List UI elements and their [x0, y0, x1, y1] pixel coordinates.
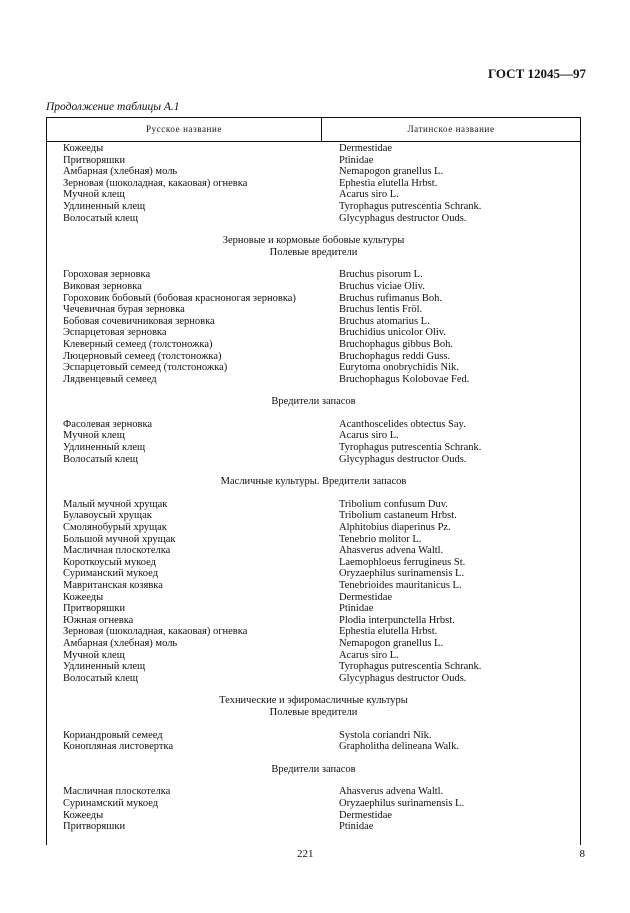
russian-name-cell: Эспарцетовая зерновка [63, 327, 167, 339]
latin-name-cell: Bruchidius unicolor Oliv. [339, 327, 446, 339]
latin-name-cell: Bruchus pisorum L. [339, 269, 423, 281]
page-number: 221 [297, 848, 314, 860]
latin-name-cell: Ptinidae [339, 154, 374, 166]
table-row [47, 626, 580, 638]
latin-name-cell: Dermestidae [339, 143, 393, 154]
table-header-row [47, 118, 580, 142]
table-row [47, 442, 580, 454]
russian-name-cell: Большой мучной хрущак [63, 533, 176, 545]
table-row [47, 327, 580, 339]
russian-name-cell: Кориандровый семеед [63, 729, 163, 741]
table-row [47, 510, 580, 522]
table-row [47, 374, 580, 386]
latin-name-cell: Alphitobius diaperinus Pz. [339, 522, 451, 534]
table-row [47, 351, 580, 363]
russian-name-cell: Смолянобурый хрущак [63, 522, 167, 534]
latin-name-cell: Tyrophagus putrescentia Schrank. [339, 200, 482, 212]
table-row [47, 189, 580, 201]
column-divider [321, 118, 322, 141]
latin-name-cell: Dermestidae [339, 591, 393, 603]
latin-name-cell: Bruchophagus gibbus Boh. [339, 338, 454, 350]
table-row [47, 730, 580, 742]
section-heading: Вредители запасов [271, 396, 356, 408]
russian-name-cell: Притворяшки [63, 154, 126, 166]
russian-name-cell: Кожееды [63, 143, 104, 154]
table-row [47, 741, 580, 753]
table-row [47, 178, 580, 190]
table-row [47, 281, 580, 293]
table-row [47, 568, 580, 580]
table-row [47, 615, 580, 627]
russian-name-cell: Волосатый клещ [63, 212, 139, 224]
latin-name-cell: Acanthoscelides obtectus Say. [339, 418, 466, 430]
latin-name-cell: Plodia interpunctella Hrbst. [339, 614, 455, 626]
russian-name-cell: Волосатый клещ [63, 672, 139, 684]
latin-name-cell: Acarus siro L. [339, 189, 399, 201]
latin-name-cell: Systola coriandri Nik. [339, 729, 432, 741]
latin-name-cell: Nemapogon granellus L. [339, 166, 444, 178]
latin-name-cell: Dermestidae [339, 809, 393, 821]
russian-name-cell: Удлиненный клещ [63, 442, 146, 454]
russian-name-cell: Фасолевая зерновка [63, 418, 153, 430]
latin-name-cell: Bruchophagus reddi Guss. [339, 350, 451, 362]
latin-name-cell: Glycyphagus destructor Ouds. [339, 212, 467, 224]
column-header-latin: Латинское название [407, 124, 495, 134]
table-row [47, 661, 580, 673]
table-row [47, 269, 580, 281]
latin-name-cell: Glycyphagus destructor Ouds. [339, 672, 467, 684]
table-row [47, 213, 580, 225]
section-heading: Масличные культуры. Вредители запасов [220, 476, 407, 488]
latin-name-cell: Bruchophagus Kolobovae Fed. [339, 373, 470, 385]
table-row [47, 592, 580, 604]
table-caption: Продолжение таблицы А.1 [46, 101, 180, 113]
table-row [47, 155, 580, 167]
russian-name-cell: Удлиненный клещ [63, 661, 146, 673]
species-table [46, 117, 581, 845]
table-row [47, 362, 580, 374]
russian-name-cell: Эспарцетовый семеед (толстоножка) [63, 362, 228, 374]
russian-name-cell: Короткоусый мукоед [63, 556, 157, 568]
section-heading: Полевые вредители [269, 246, 358, 258]
russian-name-cell: Кожееды [63, 809, 104, 821]
russian-name-cell: Суриманский мукоед [63, 568, 159, 580]
latin-name-cell: Laemophloeus ferrugineus St. [339, 556, 466, 568]
latin-name-cell: Acarus siro L. [339, 430, 399, 442]
latin-name-cell: Ephestia elutella Hrbst. [339, 626, 438, 638]
table-row [47, 499, 580, 511]
table-row [47, 534, 580, 546]
russian-name-cell: Мучной клещ [63, 649, 125, 661]
latin-name-cell: Ptinidae [339, 821, 374, 833]
latin-name-cell: Tenebrioides mauritanicus L. [339, 580, 462, 591]
table-row [47, 201, 580, 213]
russian-name-cell: Мучной клещ [63, 189, 125, 201]
table-row [47, 454, 580, 466]
latin-name-cell: Tenebrio molitor L. [339, 533, 422, 545]
latin-name-cell: Bruchus viciae Oliv. [339, 280, 425, 292]
russian-name-cell: Виковая зерновка [63, 280, 142, 292]
latin-name-cell: Ptinidae [339, 603, 374, 615]
latin-name-cell: Tribolium castaneum Hrbst. [339, 510, 457, 522]
standard-header: ГОСТ 12045—97 [487, 66, 586, 81]
table-row [47, 798, 580, 810]
section-heading: Зерновые и кормовые бобовые культуры [222, 235, 405, 247]
table-row [47, 304, 580, 316]
latin-name-cell: Acarus siro L. [339, 649, 399, 661]
latin-name-cell: Bruchus rufimanus Boh. [339, 292, 442, 304]
russian-name-cell: Гороховик бобовый (бобовая красноногая зерновка) [63, 292, 296, 304]
latin-name-cell: Grapholitha delineana Walk. [339, 741, 459, 753]
russian-name-cell: Бобовая сочевичниковая зерновка [63, 315, 215, 327]
latin-name-cell: Oryzaephilus surinamensis L. [339, 797, 465, 809]
table-row [47, 143, 580, 155]
side-number: 8 [579, 848, 585, 860]
russian-name-cell: Южная огневка [63, 614, 134, 626]
section-heading: Технические и эфиромасличные культуры [219, 695, 408, 707]
latin-name-cell: Bruchus atomarius L. [339, 315, 430, 327]
russian-name-cell: Малый мучной хрущак [63, 498, 168, 510]
russian-name-cell: Зерновая (шоколадная, какаовая) огневка [63, 177, 248, 189]
russian-name-cell: Амбарная (хлебная) моль [63, 166, 178, 178]
latin-name-cell: Tyrophagus putrescentia Schrank. [339, 442, 482, 454]
russian-name-cell: Мавританская козявка [63, 580, 163, 591]
column-header-russian: Русское название [146, 124, 222, 134]
table-row [47, 339, 580, 351]
table-row [47, 580, 580, 592]
latin-name-cell: Nemapogon granellus L. [339, 637, 444, 649]
latin-name-cell: Ahasverus advena Waltl. [339, 786, 444, 798]
russian-name-cell: Масличная плоскотелка [63, 545, 171, 557]
table-row [47, 650, 580, 662]
table-row [47, 316, 580, 328]
section-heading: Вредители запасов [271, 763, 356, 775]
table-row [47, 603, 580, 615]
russian-name-cell: Масличная плоскотелка [63, 786, 171, 798]
russian-name-cell: Притворяшки [63, 821, 126, 833]
section-heading: Полевые вредители [269, 706, 358, 718]
russian-name-cell: Люцерновый семеед (толстоножка) [63, 350, 222, 362]
latin-name-cell: Glycyphagus destructor Ouds. [339, 453, 467, 465]
table-row [47, 430, 580, 442]
russian-name-cell: Удлиненный клещ [63, 200, 146, 212]
latin-name-cell: Bruchus lentis Fröl. [339, 304, 423, 316]
russian-name-cell: Волосатый клещ [63, 453, 139, 465]
latin-name-cell: Ephestia elutella Hrbst. [339, 177, 438, 189]
russian-name-cell: Лядвенцевый семеед [63, 373, 157, 385]
latin-name-cell: Oryzaephilus surinamensis L. [339, 568, 465, 580]
table-row [47, 293, 580, 305]
table-row [47, 545, 580, 557]
russian-name-cell: Кожееды [63, 591, 104, 603]
table-row [47, 419, 580, 431]
russian-name-cell: Амбарная (хлебная) моль [63, 637, 178, 649]
table-row [47, 166, 580, 178]
latin-name-cell: Eurytoma onobrychidis Nik. [339, 362, 459, 374]
russian-name-cell: Гороховая зерновка [63, 269, 151, 281]
russian-name-cell: Притворяшки [63, 603, 126, 615]
russian-name-cell: Конопляная листовертка [63, 741, 174, 753]
table-row [47, 821, 580, 833]
russian-name-cell: Чечевичная бурая зерновка [63, 304, 185, 316]
latin-name-cell: Tyrophagus putrescentia Schrank. [339, 661, 482, 673]
latin-name-cell: Ahasverus advena Waltl. [339, 545, 444, 557]
table-row [47, 638, 580, 650]
latin-name-cell: Tribolium confusum Duv. [339, 498, 448, 510]
russian-name-cell: Мучной клещ [63, 430, 125, 442]
table-row [47, 673, 580, 685]
table-body [47, 143, 580, 833]
table-row [47, 810, 580, 822]
table-row [47, 557, 580, 569]
russian-name-cell: Клеверный семеед (толстоножка) [63, 338, 213, 350]
table-row [47, 786, 580, 798]
russian-name-cell: Суринамский мукоед [63, 797, 159, 809]
table-row [47, 522, 580, 534]
russian-name-cell: Булавоусый хрущак [63, 510, 152, 522]
russian-name-cell: Зерновая (шоколадная, какаовая) огневка [63, 626, 248, 638]
